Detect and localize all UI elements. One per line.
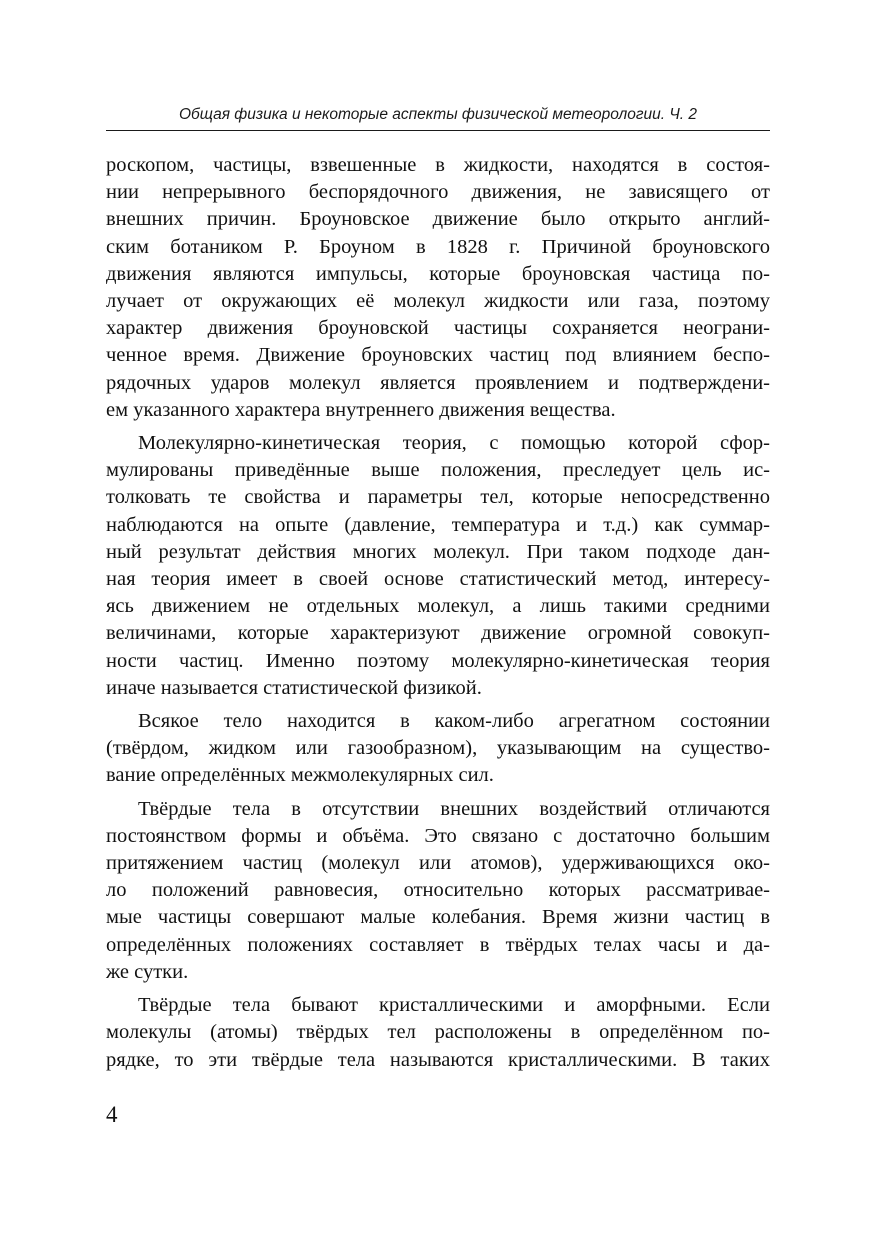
text-line: Твёрдые тела бывают кристаллическими и аморфными. Если (138, 994, 770, 1017)
text-line: притяжением частиц (молекул или атомов), удерживающихся око- (106, 852, 770, 875)
text-line: ный результат действия многих молекул. При таком подходе дан- (106, 540, 770, 563)
text-line: ло положений равновесия, относительно которых рассматривае- (106, 879, 770, 902)
text-line: лучает от окружающих её молекул жидкости или газа, поэтому (106, 290, 770, 313)
text-line: роскопом, частицы, взвешенные в жидкости, находятся в состоя- (106, 154, 770, 176)
running-header (106, 104, 770, 131)
body-text (106, 152, 770, 1080)
running-header-title: Общая физика и некоторые аспекты физической метеорологии. Ч. 2 (178, 106, 698, 123)
text-line: определённых положениях составляет в твёрдых телах часы и да- (106, 933, 770, 956)
paragraph (106, 430, 770, 702)
text-line: ности частиц. Именно поэтому молекулярно-кинетическая теория (106, 649, 770, 672)
text-line: ем указанного характера внутреннего движения вещества. (106, 398, 616, 421)
text-line: мулированы приведённые выше положения, преследует цель ис- (106, 459, 770, 482)
text-line: ским ботаником Р. Броуном в 1828 г. Причиной броуновского (106, 235, 770, 258)
text-line: ченное время. Движение броуновских частиц под влиянием беспо- (106, 344, 770, 367)
text-line: молекулы (атомы) твёрдых тел расположены в определённом по- (106, 1021, 770, 1044)
text-line: Молекулярно-кинетическая теория, с помощью которой сфор- (138, 432, 770, 455)
page-number: 4 (106, 1102, 118, 1127)
text-line: постоянством формы и объёма. Это связано с достаточно большим (106, 824, 770, 847)
text-line: вание определённых межмолекулярных сил. (106, 764, 494, 787)
text-line: рядочных ударов молекул является проявлением и подтверждени- (106, 371, 770, 394)
paragraph (106, 152, 770, 424)
text-line: Твёрдые тела в отсутствии внешних воздействий отличаются (138, 797, 770, 820)
paragraph (106, 796, 770, 986)
text-line: внешних причин. Броуновское движение было открыто англий- (106, 208, 770, 231)
text-line: мые частицы совершают малые колебания. Время жизни частиц в (106, 906, 770, 929)
text-line: (твёрдом, жидком или газообразном), указывающим на существо- (106, 737, 770, 760)
text-line: нии непрерывного беспорядочного движения, не зависящего от (106, 181, 770, 204)
text-line: же сутки. (106, 960, 189, 983)
text-line: ная теория имеет в своей основе статистический метод, интересу- (106, 568, 770, 591)
paragraph (106, 708, 770, 790)
text-line: движения являются импульсы, которые броуновская частица по- (106, 262, 770, 285)
text-line: ясь движением не отдельных молекул, а лишь такими средними (106, 595, 770, 618)
text-line: величинами, которые характеризуют движение огромной совокуп- (106, 622, 770, 645)
text-line: толковать те свойства и параметры тел, которые непосредственно (106, 486, 770, 509)
text-line: иначе называется статистической физикой. (106, 676, 482, 699)
text-line: характер движения броуновской частицы сохраняется неограни- (106, 317, 770, 340)
text-line: наблюдаются на опыте (давление, температура и т.д.) как суммар- (106, 513, 770, 536)
paragraph (106, 992, 770, 1074)
text-line: рядке, то эти твёрдые тела называются кристаллическими. В таких (106, 1048, 770, 1071)
text-line: Всякое тело находится в каком-либо агрегатном состоянии (138, 710, 770, 733)
